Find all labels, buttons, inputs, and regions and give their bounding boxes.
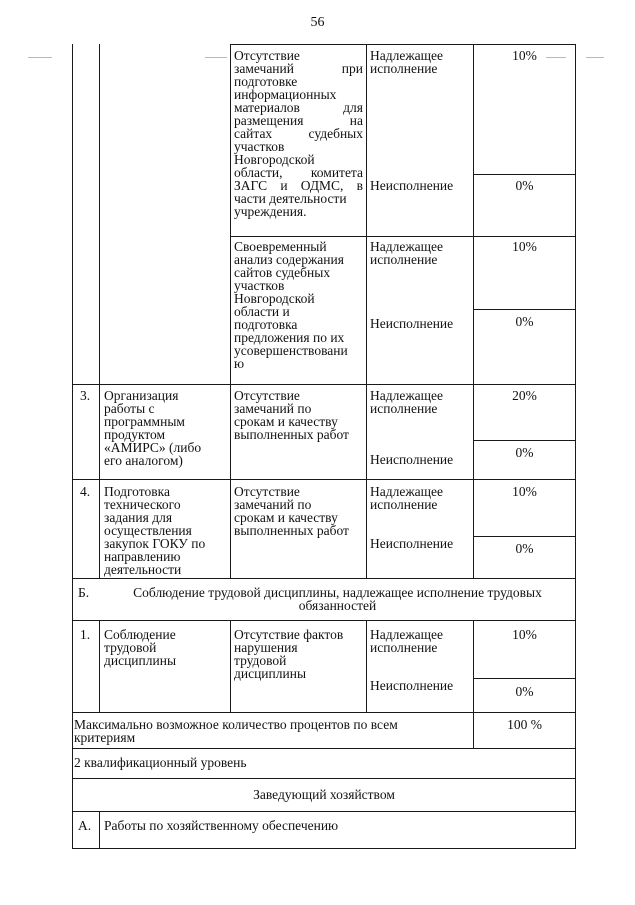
- page-number: 56: [310, 15, 325, 30]
- r3-criterion-line: замечаний по: [234, 401, 312, 416]
- max-value: 100 %: [507, 717, 542, 732]
- r2-criterion-line: усовершенствовани: [234, 343, 348, 358]
- r4-proper-label: исполнение: [370, 497, 438, 512]
- r2-criterion-line: ю: [234, 356, 245, 371]
- r2-fail-label: Неисполнение: [370, 316, 454, 331]
- rb1-name-line: трудовой: [104, 640, 157, 655]
- section-b-letter: Б.: [78, 585, 90, 600]
- section-a-letter: А.: [78, 818, 92, 833]
- section-a-title: Работы по хозяйственному обеспечению: [104, 818, 339, 833]
- r1-criterion-line: материалов для: [234, 100, 363, 115]
- max-label: критериям: [74, 730, 136, 745]
- r4-criterion-line: срокам и качеству: [234, 510, 338, 525]
- r3-name-line: программным: [104, 414, 185, 429]
- r3-name-line: его аналогом): [104, 453, 183, 468]
- r1-criterion-line: Отсутствие: [234, 48, 300, 63]
- rb1-number: 1.: [80, 627, 91, 642]
- rb1-name-line: Соблюдение: [104, 627, 176, 642]
- rb1-criterion-line: трудовой: [234, 653, 287, 668]
- r4-number: 4.: [80, 484, 91, 499]
- r3-name-line: Организация: [104, 388, 179, 403]
- rb1-criterion-line: нарушения: [234, 640, 298, 655]
- r2-criterion-line: участков: [234, 278, 285, 293]
- r1-criterion-line: сайтах судебных: [234, 126, 363, 141]
- r3-fail-label: Неисполнение: [370, 452, 454, 467]
- r2-proper-percent: 10%: [512, 239, 537, 254]
- qualification-level: 2 квалификационный уровень: [74, 755, 247, 770]
- r4-name-line: технического: [104, 497, 181, 512]
- r4-criterion-line: замечаний по: [234, 497, 312, 512]
- r1-fail-label: Неисполнение: [370, 178, 454, 193]
- r1-fail-percent: 0%: [515, 178, 534, 193]
- r2-criterion-line: анализ содержания: [234, 252, 344, 267]
- rb1-proper-label: исполнение: [370, 640, 438, 655]
- r1-criterion-line: подготовке: [234, 74, 298, 89]
- r3-name-line: работы с: [104, 401, 155, 416]
- r4-fail-percent: 0%: [515, 541, 534, 556]
- section-b-title: Соблюдение трудовой дисциплины, надлежащее исполнение трудовых: [133, 585, 542, 600]
- r1-criterion-line: размещения на: [234, 113, 363, 128]
- rb1-criterion-line: Отсутствие фактов: [234, 627, 344, 642]
- r1-criterion-line: информационных: [234, 87, 337, 102]
- r2-criterion-line: Своевременный: [234, 239, 327, 254]
- r4-name-line: деятельности: [104, 562, 182, 577]
- max-label: Максимально возможное количество процентов по всем: [74, 717, 398, 732]
- r4-criterion-line: Отсутствие: [234, 484, 300, 499]
- r3-fail-percent: 0%: [515, 445, 534, 460]
- r1-proper-label: исполнение: [370, 61, 438, 76]
- r3-criterion-line: Отсутствие: [234, 388, 300, 403]
- r4-name-line: Подготовка: [104, 484, 170, 499]
- r1-criterion-line: замечаний при: [234, 61, 363, 76]
- r3-proper-label: Надлежащее: [370, 388, 444, 403]
- r1-criterion-line: области, комитета: [234, 165, 363, 180]
- r2-proper-label: Надлежащее: [370, 239, 444, 254]
- section-b-title: обязанностей: [298, 598, 377, 613]
- r4-name-line: задания для: [104, 510, 173, 525]
- rb1-fail-label: Неисполнение: [370, 678, 454, 693]
- r1-criterion-line: ЗАГС и ОДМС, в: [234, 178, 363, 193]
- r4-fail-label: Неисполнение: [370, 536, 454, 551]
- r3-proper-label: исполнение: [370, 401, 438, 416]
- r4-proper-label: Надлежащее: [370, 484, 444, 499]
- r2-proper-label: исполнение: [370, 252, 438, 267]
- rb1-fail-percent: 0%: [515, 684, 534, 699]
- r1-criterion-line: участков: [234, 139, 285, 154]
- rb1-criterion-line: дисциплины: [234, 666, 307, 681]
- r1-proper-percent: 10%: [512, 48, 537, 63]
- r4-name-line: закупок ГОКУ по: [104, 536, 206, 551]
- r4-name-line: направлению: [104, 549, 181, 564]
- r3-proper-percent: 20%: [512, 388, 537, 403]
- r3-name-line: продуктом: [104, 427, 166, 442]
- r2-criterion-line: сайтов судебных: [234, 265, 331, 280]
- r3-criterion-line: выполненных работ: [234, 427, 349, 442]
- rb1-name-line: дисциплины: [104, 653, 177, 668]
- r1-criterion-line: Новгородской: [234, 152, 315, 167]
- r3-number: 3.: [80, 388, 91, 403]
- r2-criterion-line: области и: [234, 304, 290, 319]
- r4-proper-percent: 10%: [512, 484, 537, 499]
- r2-criterion-line: предложения по их: [234, 330, 345, 345]
- r3-name-line: «АМИРС» (либо: [104, 440, 202, 455]
- r4-name-line: осуществления: [104, 523, 192, 538]
- r1-criterion-line: части деятельности: [234, 191, 347, 206]
- r2-fail-percent: 0%: [515, 314, 534, 329]
- rb1-proper-percent: 10%: [512, 627, 537, 642]
- rb1-proper-label: Надлежащее: [370, 627, 444, 642]
- r2-criterion-line: подготовка: [234, 317, 298, 332]
- r1-proper-label: Надлежащее: [370, 48, 444, 63]
- position-title: Заведующий хозяйством: [253, 787, 395, 802]
- r2-criterion-line: Новгородской: [234, 291, 315, 306]
- r4-criterion-line: выполненных работ: [234, 523, 349, 538]
- r1-criterion-line: учреждения.: [234, 204, 307, 219]
- r3-criterion-line: срокам и качеству: [234, 414, 338, 429]
